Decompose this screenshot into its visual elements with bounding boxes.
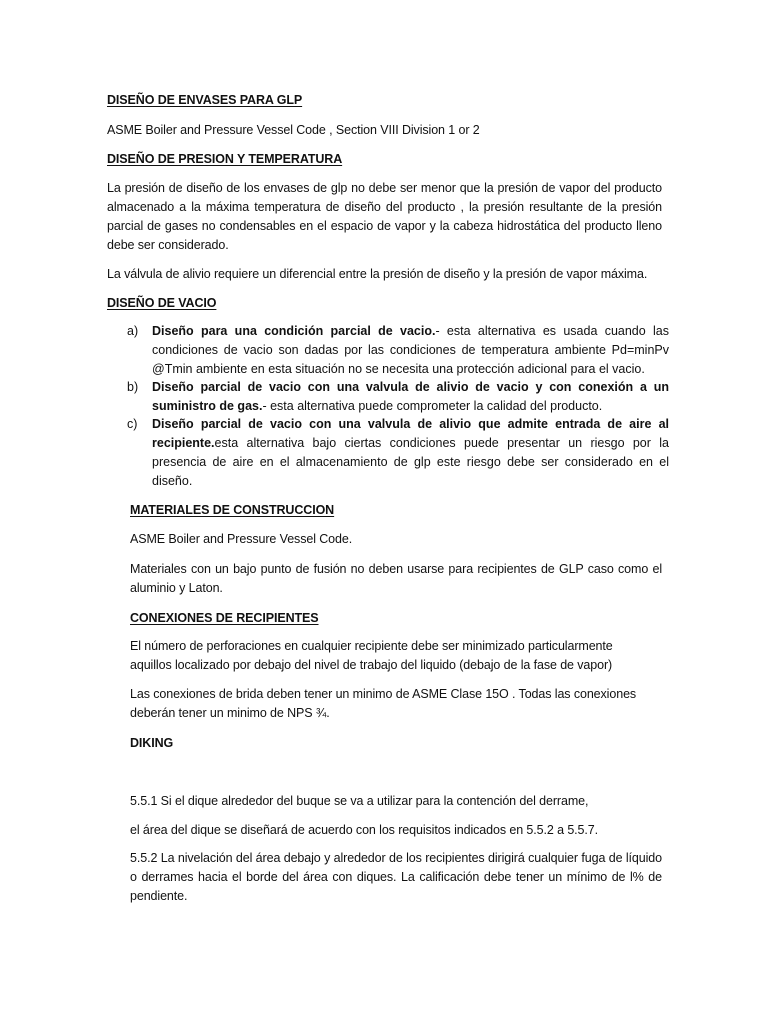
list-marker: a): [127, 324, 139, 338]
list-item-text: [152, 415, 669, 491]
list-item-title: Diseño parcial de vacio con una valvula de alivio de vacio y con conexión a un suministro de gas.: [152, 380, 669, 413]
heading-diking: DIKING: [130, 736, 174, 750]
paragraph-materiales: Materiales con un bajo punto de fusión no deben usarse para recipientes de GLP caso como el aluminio y Laton.: [130, 562, 662, 595]
paragraph-5-5-1: 5.5.1 Si el dique alrededor del buque se va a utilizar para la contención del derrame,: [130, 794, 589, 808]
list-item-title: Diseño parcial de vacio con una valvula de alivio que admite entrada de aire al recipiente.: [152, 417, 669, 450]
list-item-body: - esta alternativa es usada cuando las condiciones de vacio son dadas por las condiciones de temperatura ambiente Pd=minPv @Tmin ambiente en esta situación no se necesita una protección adicional para el vacio.: [152, 324, 669, 376]
list-marker: c): [127, 417, 138, 431]
heading-materiales-construccion: MATERIALES DE CONSTRUCCION: [130, 503, 335, 517]
list-item-text: [152, 378, 669, 416]
asme-code-line: ASME Boiler and Pressure Vessel Code.: [130, 532, 353, 546]
paragraph-5-5-2: 5.5.2 La nivelación del área debajo y alrededor de los recipientes dirigirá cualquier fuga de líquido o derrames hacia el borde del área con diques. La calificación debe tener un mínimo de l% de pendiente.: [130, 851, 662, 903]
asme-section-line: ASME Boiler and Pressure Vessel Code , Section VIII Division 1 or 2: [107, 123, 480, 137]
list-item-body: - esta alternativa puede comprometer la calidad del producto.: [262, 399, 603, 413]
heading-diseno-vacio: DISEÑO DE VACIO: [107, 296, 217, 310]
list-item-text: [152, 322, 669, 379]
list-item-body: esta alternativa bajo ciertas condiciones puede presentar un riesgo por la presencia de aire en el almacenamiento de glp este riesgo debe ser considerado en el diseño.: [152, 436, 669, 488]
list-marker: b): [127, 380, 139, 394]
list-item-title: Diseño para una condición parcial de vacio.: [152, 324, 436, 338]
paragraph-brida: Las conexiones de brida deben tener un minimo de ASME Clase 15O . Todas las conexiones deberán tener un minimo de NPS ¾.: [130, 687, 637, 720]
paragraph-perforaciones: El número de perforaciones en cualquier recipiente debe ser minimizado particularmente aquillos localizado por debajo del nivel de trabajo del liquido (debajo de la fase de vapor): [130, 639, 613, 672]
paragraph-area-dique: el área del dique se diseñará de acuerdo con los requisitos indicados en 5.5.2 a 5.5.7.: [130, 823, 599, 837]
heading-conexiones-recipientes: CONEXIONES DE RECIPIENTES: [130, 611, 319, 625]
paragraph-valvula-alivio: La válvula de alivio requiere un diferencial entre la presión de diseño y la presión de vapor máxima.: [107, 267, 648, 281]
heading-diseno-presion-temperatura: DISEÑO DE PRESION Y TEMPERATURA: [107, 152, 343, 166]
heading-diseno-envases-glp: DISEÑO DE ENVASES PARA GLP: [107, 93, 303, 107]
paragraph-presion-diseno: La presión de diseño de los envases de glp no debe ser menor que la presión de vapor del producto almacenado a la máxima temperatura de diseño del producto , la presión resultante de la presión parcial de gases no condensables en el espacio de vapor y la cabeza hidrostática del producto lleno debe ser considerado.: [107, 181, 662, 252]
